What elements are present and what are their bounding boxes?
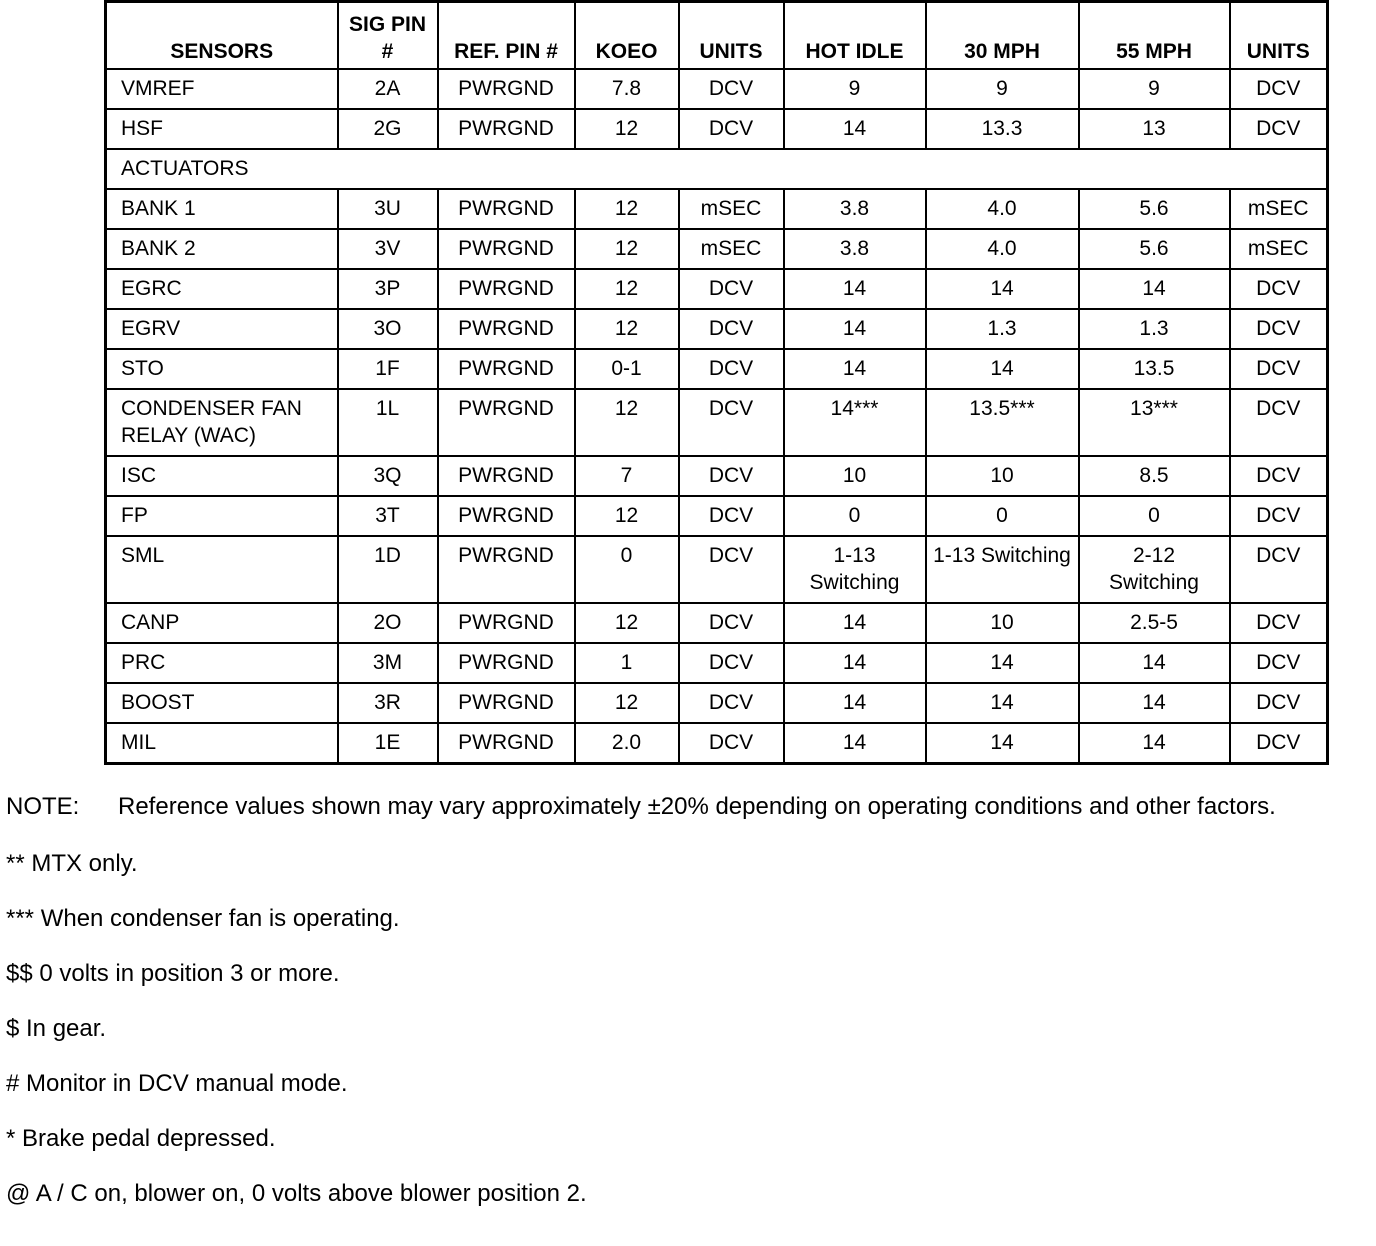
cell-ref-pin: PWRGND — [438, 69, 575, 109]
cell-55-mph: 8.5 — [1079, 456, 1230, 496]
cell-ref-pin: PWRGND — [438, 389, 575, 456]
cell-units: DCV — [679, 723, 784, 764]
cell-55-mph: 14 — [1079, 269, 1230, 309]
header-sig-pin: SIG PIN # — [338, 2, 438, 70]
cell-koeo: 12 — [575, 109, 679, 149]
cell-30-mph: 14 — [926, 643, 1079, 683]
cell-units: DCV — [679, 456, 784, 496]
cell-ref-pin: PWRGND — [438, 109, 575, 149]
footnote-mtx: ** MTX only. — [6, 850, 138, 877]
cell-name: FP — [106, 496, 338, 536]
cell-ref-pin: PWRGND — [438, 309, 575, 349]
cell-55-mph: 13.5 — [1079, 349, 1230, 389]
cell-30-mph: 4.0 — [926, 229, 1079, 269]
cell-units: DCV — [679, 643, 784, 683]
cell-sig-pin: 2G — [338, 109, 438, 149]
cell-koeo: 12 — [575, 229, 679, 269]
table-row — [106, 456, 1328, 496]
actuators-label: ACTUATORS — [106, 149, 1328, 189]
cell-koeo: 7 — [575, 456, 679, 496]
cell-units-2: mSEC — [1230, 189, 1328, 229]
cell-name: PRC — [106, 643, 338, 683]
header-55-mph: 55 MPH — [1079, 2, 1230, 70]
footnote-condenser-fan: *** When condenser fan is operating. — [6, 905, 400, 932]
cell-units: mSEC — [679, 229, 784, 269]
cell-sig-pin: 3V — [338, 229, 438, 269]
cell-koeo: 12 — [575, 269, 679, 309]
cell-55-mph: 9 — [1079, 69, 1230, 109]
cell-30-mph: 4.0 — [926, 189, 1079, 229]
cell-name: HSF — [106, 109, 338, 149]
cell-units-2: DCV — [1230, 269, 1328, 309]
cell-units-2: DCV — [1230, 683, 1328, 723]
footnote-position-3: $$ 0 volts in position 3 or more. — [6, 960, 340, 987]
cell-ref-pin: PWRGND — [438, 456, 575, 496]
cell-sig-pin: 1L — [338, 389, 438, 456]
reference-values-table — [104, 0, 1329, 765]
table-row — [106, 189, 1328, 229]
cell-koeo: 12 — [575, 389, 679, 456]
cell-koeo: 7.8 — [575, 69, 679, 109]
actuators-section-row — [106, 149, 1328, 189]
cell-hot-idle: 14*** — [784, 389, 926, 456]
cell-55-mph: 14 — [1079, 723, 1230, 764]
cell-30-mph: 10 — [926, 603, 1079, 643]
cell-units-2: DCV — [1230, 389, 1328, 456]
header-units: UNITS — [679, 2, 784, 70]
cell-30-mph: 14 — [926, 723, 1079, 764]
cell-55-mph: 14 — [1079, 643, 1230, 683]
cell-sig-pin: 3P — [338, 269, 438, 309]
cell-ref-pin: PWRGND — [438, 349, 575, 389]
cell-55-mph: 13*** — [1079, 389, 1230, 456]
cell-koeo: 1 — [575, 643, 679, 683]
cell-units-2: DCV — [1230, 496, 1328, 536]
cell-name: VMREF — [106, 69, 338, 109]
cell-units: DCV — [679, 69, 784, 109]
cell-units: DCV — [679, 536, 784, 603]
cell-units-2: DCV — [1230, 723, 1328, 764]
footnote-brake-pedal: * Brake pedal depressed. — [6, 1125, 276, 1152]
cell-hot-idle: 3.8 — [784, 229, 926, 269]
cell-sig-pin: 3T — [338, 496, 438, 536]
cell-30-mph: 1.3 — [926, 309, 1079, 349]
cell-sig-pin: 3O — [338, 309, 438, 349]
cell-name: EGRV — [106, 309, 338, 349]
cell-hot-idle: 14 — [784, 309, 926, 349]
cell-55-mph: 1.3 — [1079, 309, 1230, 349]
cell-55-mph: 0 — [1079, 496, 1230, 536]
cell-30-mph: 14 — [926, 269, 1079, 309]
note-main — [6, 790, 1366, 823]
cell-hot-idle: 0 — [784, 496, 926, 536]
cell-units: DCV — [679, 109, 784, 149]
table-row — [106, 69, 1328, 109]
table-header-row — [106, 2, 1328, 70]
cell-55-mph: 14 — [1079, 683, 1230, 723]
table-row — [106, 723, 1328, 764]
cell-name: EGRC — [106, 269, 338, 309]
cell-koeo: 0 — [575, 536, 679, 603]
cell-hot-idle: 14 — [784, 603, 926, 643]
cell-units: DCV — [679, 269, 784, 309]
cell-hot-idle: 14 — [784, 723, 926, 764]
cell-units-2: mSEC — [1230, 229, 1328, 269]
cell-name: BANK 2 — [106, 229, 338, 269]
cell-ref-pin: PWRGND — [438, 536, 575, 603]
cell-koeo: 12 — [575, 603, 679, 643]
cell-hot-idle: 3.8 — [784, 189, 926, 229]
table-row — [106, 643, 1328, 683]
header-koeo: KOEO — [575, 2, 679, 70]
header-sensors: SENSORS — [106, 2, 338, 70]
cell-name: BOOST — [106, 683, 338, 723]
footnote-dcv-mode: # Monitor in DCV manual mode. — [6, 1070, 348, 1097]
cell-sig-pin: 2O — [338, 603, 438, 643]
cell-hot-idle: 1-13 Switching — [784, 536, 926, 603]
cell-units-2: DCV — [1230, 456, 1328, 496]
cell-30-mph: 14 — [926, 349, 1079, 389]
header-ref-pin: REF. PIN # — [438, 2, 575, 70]
cell-sig-pin: 1E — [338, 723, 438, 764]
cell-units: DCV — [679, 603, 784, 643]
cell-55-mph: 2-12 Switching — [1079, 536, 1230, 603]
notes-section — [6, 790, 1366, 1208]
table-row — [106, 269, 1328, 309]
cell-name: BANK 1 — [106, 189, 338, 229]
table-row — [106, 349, 1328, 389]
cell-30-mph: 13.5*** — [926, 389, 1079, 456]
table-row — [106, 683, 1328, 723]
cell-ref-pin: PWRGND — [438, 603, 575, 643]
cell-sig-pin: 3R — [338, 683, 438, 723]
cell-hot-idle: 10 — [784, 456, 926, 496]
cell-koeo: 12 — [575, 683, 679, 723]
cell-ref-pin: PWRGND — [438, 496, 575, 536]
cell-name: ISC — [106, 456, 338, 496]
cell-units-2: DCV — [1230, 603, 1328, 643]
cell-30-mph: 9 — [926, 69, 1079, 109]
cell-koeo: 12 — [575, 189, 679, 229]
cell-units-2: DCV — [1230, 309, 1328, 349]
cell-hot-idle: 9 — [784, 69, 926, 109]
cell-ref-pin: PWRGND — [438, 723, 575, 764]
table-row — [106, 109, 1328, 149]
footnote-in-gear: $ In gear. — [6, 1015, 107, 1042]
cell-name: CONDENSER FAN RELAY (WAC) — [106, 389, 338, 456]
cell-hot-idle: 14 — [784, 109, 926, 149]
cell-name: STO — [106, 349, 338, 389]
cell-units-2: DCV — [1230, 109, 1328, 149]
cell-sig-pin: 3M — [338, 643, 438, 683]
cell-name: SML — [106, 536, 338, 603]
cell-30-mph: 0 — [926, 496, 1079, 536]
cell-sig-pin: 2A — [338, 69, 438, 109]
table-row — [106, 603, 1328, 643]
note-label: NOTE: — [6, 793, 80, 820]
cell-30-mph: 14 — [926, 683, 1079, 723]
cell-koeo: 2.0 — [575, 723, 679, 764]
cell-hot-idle: 14 — [784, 683, 926, 723]
cell-30-mph: 10 — [926, 456, 1079, 496]
cell-units-2: DCV — [1230, 536, 1328, 603]
cell-koeo: 12 — [575, 496, 679, 536]
footnote-ac-blower: @ A / C on, blower on, 0 volts above blower position 2. — [6, 1180, 587, 1207]
cell-koeo: 0-1 — [575, 349, 679, 389]
table-row — [106, 536, 1328, 603]
table-row — [106, 309, 1328, 349]
cell-55-mph: 5.6 — [1079, 189, 1230, 229]
cell-name: CANP — [106, 603, 338, 643]
cell-55-mph: 2.5-5 — [1079, 603, 1230, 643]
cell-sig-pin: 1F — [338, 349, 438, 389]
cell-name: MIL — [106, 723, 338, 764]
cell-units: DCV — [679, 683, 784, 723]
cell-hot-idle: 14 — [784, 349, 926, 389]
cell-ref-pin: PWRGND — [438, 189, 575, 229]
header-30-mph: 30 MPH — [926, 2, 1079, 70]
cell-ref-pin: PWRGND — [438, 643, 575, 683]
header-hot-idle: HOT IDLE — [784, 2, 926, 70]
header-units-2: UNITS — [1230, 2, 1328, 70]
cell-units-2: DCV — [1230, 643, 1328, 683]
note-text: Reference values shown may vary approximately ±20% depending on operating conditions and other factors. — [118, 793, 1276, 820]
cell-sig-pin: 3Q — [338, 456, 438, 496]
cell-units-2: DCV — [1230, 349, 1328, 389]
cell-sig-pin: 1D — [338, 536, 438, 603]
cell-hot-idle: 14 — [784, 643, 926, 683]
cell-ref-pin: PWRGND — [438, 229, 575, 269]
cell-30-mph: 1-13 Switching — [926, 536, 1079, 603]
cell-units-2: DCV — [1230, 69, 1328, 109]
cell-koeo: 12 — [575, 309, 679, 349]
cell-sig-pin: 3U — [338, 189, 438, 229]
table-row — [106, 229, 1328, 269]
cell-units: DCV — [679, 349, 784, 389]
cell-30-mph: 13.3 — [926, 109, 1079, 149]
cell-55-mph: 5.6 — [1079, 229, 1230, 269]
cell-ref-pin: PWRGND — [438, 269, 575, 309]
cell-55-mph: 13 — [1079, 109, 1230, 149]
cell-units: mSEC — [679, 189, 784, 229]
cell-units: DCV — [679, 309, 784, 349]
cell-hot-idle: 14 — [784, 269, 926, 309]
cell-units: DCV — [679, 389, 784, 456]
cell-units: DCV — [679, 496, 784, 536]
table-row — [106, 496, 1328, 536]
table-row — [106, 389, 1328, 456]
cell-ref-pin: PWRGND — [438, 683, 575, 723]
